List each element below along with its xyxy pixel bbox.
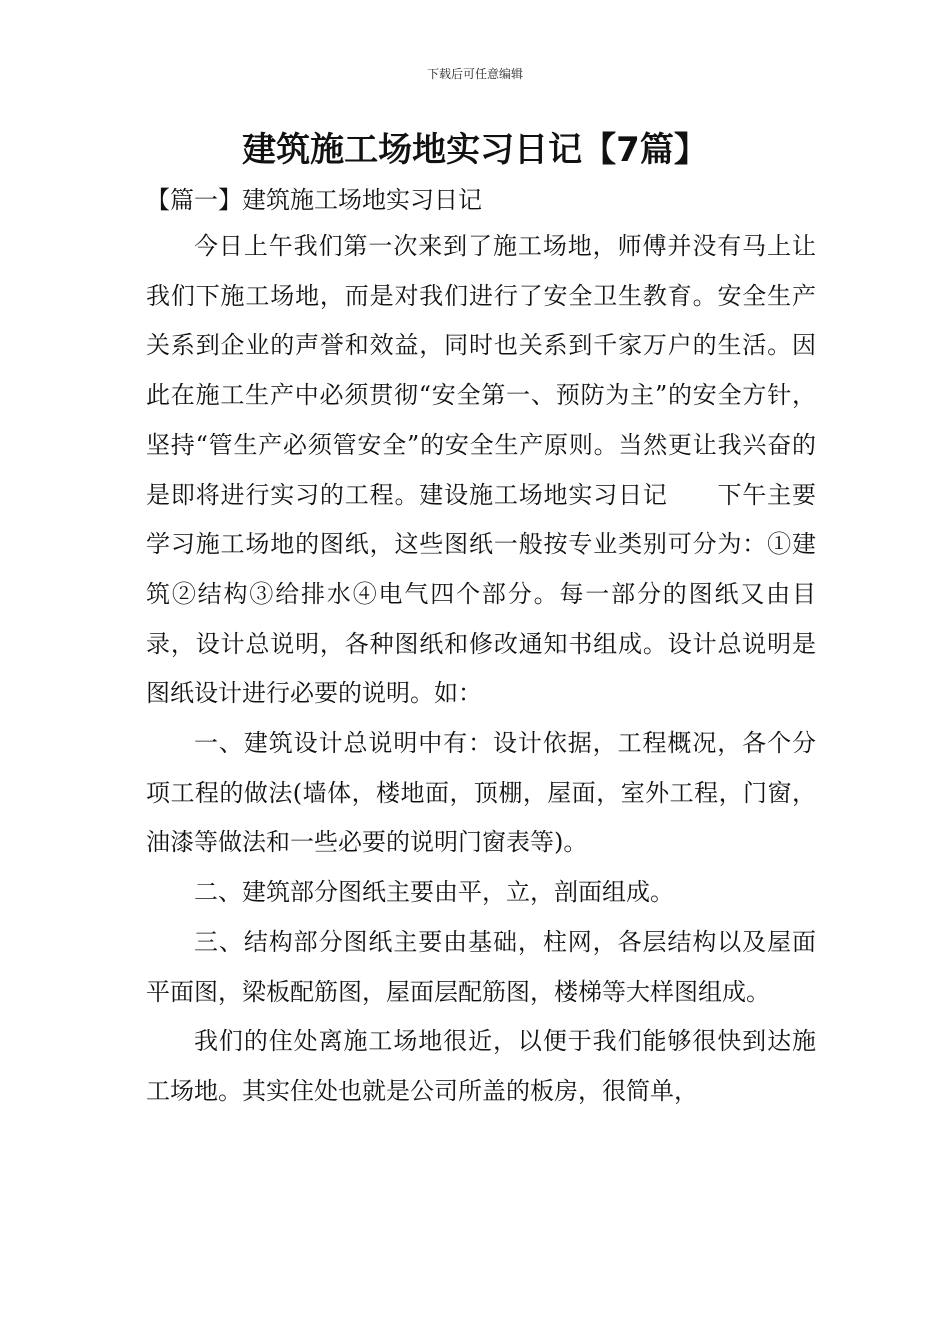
paragraph-architecture-drawings: 二、建筑部分图纸主要由平，立，剖面组成。 (194, 878, 674, 907)
paragraph-intro: 今日上午我们第一次来到了施工场地，师傅并没有马上让我们下施工场地，而是对我们进行了安全卫生教育。安全生产关系到企业的声誉和效益，同时也关系到千家万户的生活。因此在施工生产中必须贯彻“安全第一、预防为主”的安全方针，坚持“管生产必须管安全”的安全生产原则。当然更让我兴奋的是即将进行实习的工程。建设施工场地实习日记 下午主要学习施工场地的图纸，这些图纸一般按专业类别可分为：①建筑②结构③给排水④电气四个部分。每一部分的图纸又由目录，设计总说明，各种图纸和修改通知书组成。设计总说明是图纸设计进行必要的说明。如： (146, 232, 816, 708)
paragraph-structure-drawings: 三、结构部分图纸主要由基础，柱网，各层结构以及屋面平面图，梁板配筋图，屋面层配筋图，楼梯等大样图组成。 (146, 927, 816, 1006)
document-body (146, 222, 816, 1117)
section-heading: 【篇一】建筑施工场地实习日记 (146, 186, 482, 214)
paragraph-accommodation: 我们的住处离施工场地很近，以便于我们能够很快到达施工场地。其实住处也就是公司所盖的板房，很简单， (146, 1027, 816, 1105)
header-note: 下载后可任意编辑 (426, 67, 523, 81)
document-title: 建筑施工场地实习日记【7篇】 (242, 130, 708, 170)
paragraph-architecture-notes: 一、建筑设计总说明中有：设计依据，工程概况，各个分项工程的做法(墙体，楼地面，顶棚，屋面，室外工程，门窗，油漆等做法和一些必要的说明门窗表等)。 (146, 729, 816, 857)
